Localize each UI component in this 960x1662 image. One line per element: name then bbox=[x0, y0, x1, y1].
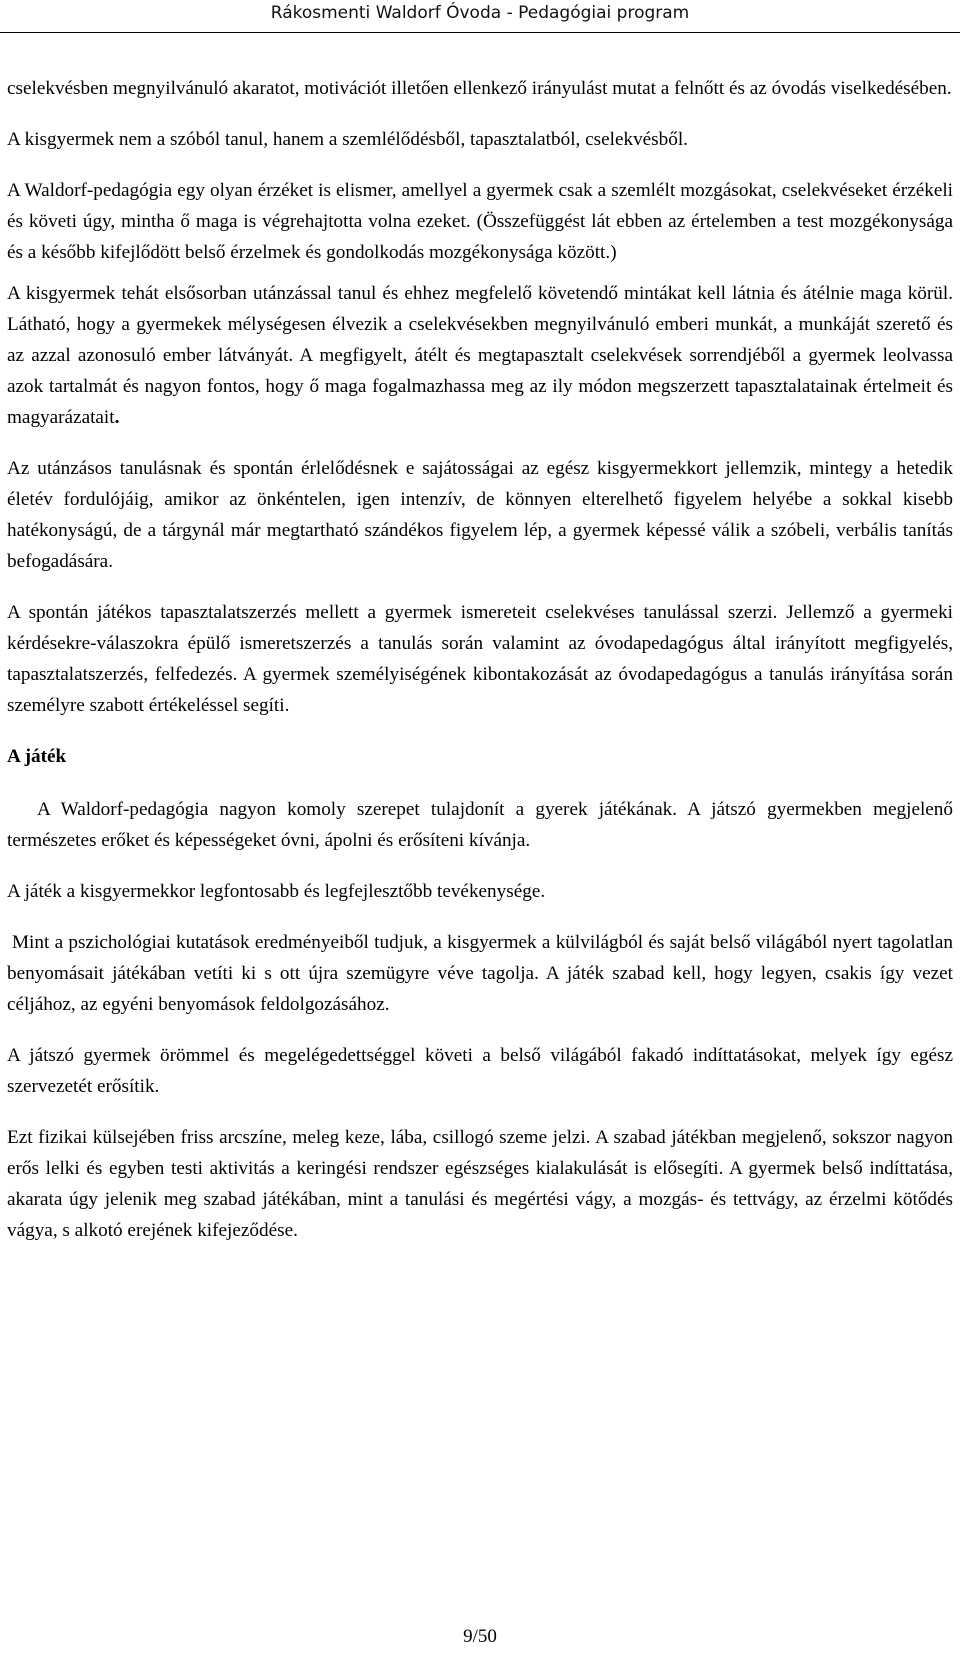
page-footer bbox=[0, 1626, 960, 1648]
paragraph-4 bbox=[7, 278, 953, 433]
paragraph-10: A játszó gyermek örömmel és megelégedettséggel követi a belső világából fakadó indíttatásokat, melyek így egész szervezetét erősítik. bbox=[7, 1045, 953, 1097]
paragraph-1: cselekvésben megnyilvánuló akaratot, motivációt illetően ellenkező irányulást mutat a felnőtt és az óvodás viselkedésében. bbox=[7, 78, 952, 99]
section-heading: A játék bbox=[7, 746, 67, 767]
paragraph-4-text: A kisgyermek tehát elsősorban utánzással tanul és ehhez megfelelő követendő mintákat kell látnia és átélnie maga körül. Látható, hogy a gyermekek mélységesen élvezik a cselekvésekben megnyilvánuló emberi munkát, a munkáját szerető és az azzal azonosuló ember látványát. A megfigyelt, átélt és megtapasztalt cselekvések sorrendjéből a gyermek leolvassa azok tartalmát és nagyon fontos, hogy ő maga fogalmazhassa meg az ily módon megszerzett tapasztalatainak értelmeit és magyarázatait bbox=[7, 283, 953, 428]
header-divider bbox=[0, 32, 960, 33]
paragraph-6: A spontán játékos tapasztalatszerzés mellett a gyermek ismereteit cselekvéses tanulással szerzi. Jellemző a gyermeki kérdésekre-válaszokra épülő ismeretszerzés a tanulás során valamint az óvodapedagógus által irányított megfigyelés, tapasztalatszerzés, felfedezés. A gyermek személyiségének kibontakozását az óvodapedagógus a tanulás irányítása során személyre szabott értékeléssel segíti. bbox=[7, 602, 953, 716]
paragraph-7: A Waldorf-pedagógia nagyon komoly szerepet tulajdonít a gyerek játékának. A játszó gyermekben megjelenő természetes erőket és képességeket óvni, ápolni és erősíteni kívánja. bbox=[7, 799, 953, 851]
paragraph-2: A kisgyermek nem a szóból tanul, hanem a szemlélődésből, tapasztalatból, cselekvésből. bbox=[7, 129, 688, 150]
paragraph-9: Mint a pszichológiai kutatások eredményeiből tudjuk, a kisgyermek a külvilágból és saját belső világából nyert tagolatlan benyomásait játékában vetíti ki s ott újra szemügyre véve tagolja. A játék szabad kell, hogy legyen, csakis így vezet céljához, az egyéni benyomások feldolgozásához. bbox=[7, 932, 953, 1015]
page-number: 9/50 bbox=[463, 1626, 497, 1647]
paragraph-3: A Waldorf-pedagógia egy olyan érzéket is elismer, amellyel a gyermek csak a szemlélt mozgásokat, cselekvéseket érzékeli és követi úgy, mintha ő maga is végrehajtotta volna ezeket. (Összefüggést lát ebben az értelemben a test mozgékonysága és a később kifejlődött belső érzelmek és gondolkodás mozgékonysága között.) bbox=[7, 180, 953, 263]
paragraph-8: A játék a kisgyermekkor legfontosabb és legfejlesztőbb tevékenysége. bbox=[7, 881, 546, 902]
paragraph-11: Ezt fizikai külsejében friss arcszíne, meleg keze, lába, csillogó szeme jelzi. A szabad játékban megjelenő, sokszor nagyon erős lelki és egyben testi aktivitás a keringési rendszer egészséges kialakulását is elősegíti. A gyermek belső indíttatása, akarata úgy jelenik meg szabad játékában, mint a tanulási és megértési vágy, a mozgás- és tettvágy, az érzelmi kötődés vágya, s alkotó erejének kifejeződése. bbox=[7, 1127, 953, 1241]
paragraph-5: Az utánzásos tanulásnak és spontán érlelődésnek e sajátosságai az egész kisgyermekkort jellemzik, mintegy a hetedik életév fordulójáig, amikor az önkéntelen, igen intenzív, de könnyen elterelhető figyelem helyébe a sokkal kisebb hatékonyságú, de a tárgynál már megtartható szándékos figyelem lép, a gyermek képessé válik a szóbeli, verbális tanítás befogadására. bbox=[7, 458, 953, 572]
header-title: Rákosmenti Waldorf Óvoda - Pedagógiai program bbox=[270, 3, 690, 23]
paragraph-4-bold-period: . bbox=[114, 407, 120, 428]
page-header bbox=[0, 0, 960, 30]
document-body bbox=[7, 73, 953, 1266]
